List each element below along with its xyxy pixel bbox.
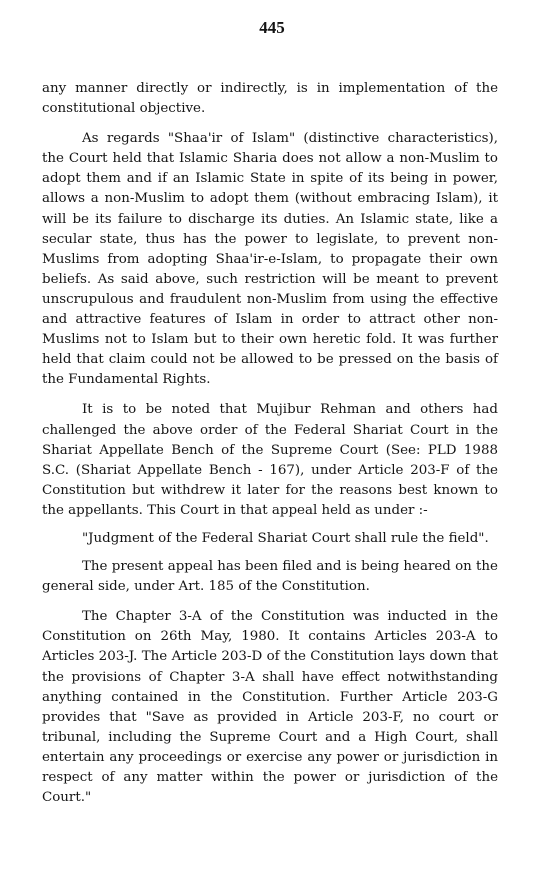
body-text [42, 79, 498, 808]
paragraph-mujibur-rehman-appeal: It is to be noted that Mujibur Rehman and others had challenged the above order of the Federal Shariat Court in the Shariat Appellate Bench of the Supreme Court (See: PLD 1988 S.C. (Shariat Appellate Bench - 167), under Article 203-F of the Constitution but withdrew it later for the reasons best known to the appellants. This Court in that appeal held as under :- [42, 402, 498, 518]
block-quote: "Judgment of the Federal Shariat Court shall rule the field". [82, 530, 489, 546]
paragraph-continuation: any manner directly or indirectly, is in implementation of the constitutional objective. [42, 81, 498, 117]
paragraph-present-appeal: The present appeal has been filed and is being heared on the general side, under Art. 185 of the Constitution. [42, 559, 498, 595]
paragraph-shaair-islam: As regards "Shaa'ir of Islam" (distinctive characteristics), the Court held that Islamic Sharia does not allow a non-Muslim to adopt them and if an Islamic State in spite of its being in power, allows a non-Muslim to adopt them (without embracing Islam), it will be its failure to discharge its duties. An Islamic state, like a secular state, thus has the power to legislate, to prevent non-Muslims from adopting Shaa'ir-e-Islam, to propagate their own beliefs. As said above, such restriction will be meant to prevent unscrupulous and fraudulent non-Muslim from using the effective and attractive features of Islam in order to attract other non-Muslims not to Islam but to their own heretic fold. It was further held that claim could not be allowed to be pressed on the basis of the Fundamental Rights. [42, 131, 498, 388]
page-number: 445 [259, 18, 285, 37]
paragraph-chapter-3a: The Chapter 3-A of the Constitution was inducted in the Constitution on 26th May, 1980. It contains Articles 203-A to Articles 203-J. The Article 203-D of the Constitution lays down that the provisions of Chapter 3-A shall have effect notwithstanding anything contained in the Constitution. Further Article 203-G provides that "Save as provided in Article 203-F, no court or tribunal, including the Supreme Court and a High Court, shall entertain any proceedings or exercise any power or jurisdiction in respect of any matter within the power or jurisdiction of the Court." [42, 609, 498, 806]
